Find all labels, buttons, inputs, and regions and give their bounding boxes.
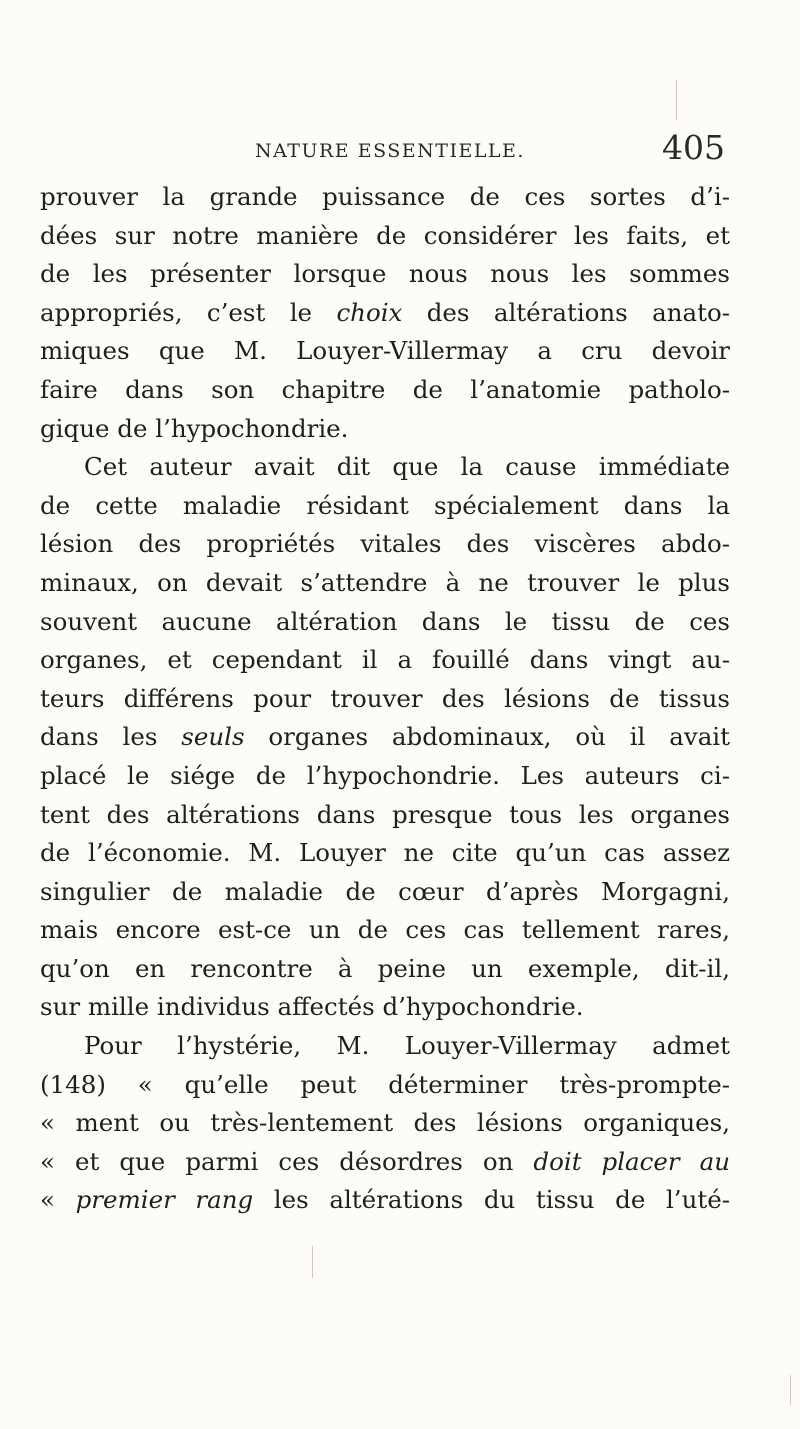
italic-text: choix [336, 297, 403, 327]
text-line [40, 371, 730, 410]
text-line [40, 1143, 730, 1182]
text-run: appropriés, c’est le [40, 297, 337, 327]
text-line [40, 718, 730, 757]
text-line [40, 217, 730, 256]
text-run: « et que parmi ces désordres on [40, 1146, 534, 1176]
text-run: placé le siége de l’hypochondrie. Les auteurs ci- [40, 760, 730, 790]
text-run: minaux, on devait s’attendre à ne trouver le plus [40, 567, 730, 597]
text-line [40, 255, 730, 294]
text-line [40, 410, 730, 449]
text-line [40, 1104, 730, 1143]
text-line [40, 757, 730, 796]
text-run: mais encore est-ce un de ces cas tellement rares, [40, 915, 730, 945]
text-run: souvent aucune altération dans le tissu de ces [40, 606, 730, 636]
text-line [40, 796, 730, 835]
text-line [40, 1066, 730, 1105]
text-run: miques que M. Louyer-Villermay a cru devoir [40, 336, 730, 366]
text-line [40, 834, 730, 873]
text-run: de l’économie. M. Louyer ne cite qu’un cas assez [40, 838, 730, 868]
text-run: des altérations anato- [402, 297, 730, 327]
text-run: organes, et cependant il a fouillé dans vingt au- [40, 645, 730, 675]
italic-text: doit placer au [533, 1146, 730, 1176]
text-run: qu’on en rencontre à peine un exemple, dit-il, [40, 953, 730, 983]
text-line [40, 680, 730, 719]
text-run: (148) « qu’elle peut déterminer très-prompte- [40, 1069, 730, 1099]
page-number: 405 [662, 128, 725, 167]
text-run: « [40, 1185, 76, 1215]
text-line [40, 988, 730, 1027]
running-head: NATURE ESSENTIELLE. [255, 140, 525, 162]
scan-mark [312, 1246, 313, 1278]
text-run: gique de l’hypochondrie. [40, 413, 349, 443]
text-line [40, 294, 730, 333]
text-line [40, 641, 730, 680]
text-run: tent des altérations dans presque tous les organes [40, 799, 730, 829]
scan-mark [790, 1375, 791, 1405]
text-line [40, 603, 730, 642]
italic-text: seuls [181, 722, 245, 752]
text-run: de les présenter lorsque nous nous les sommes [40, 259, 730, 289]
text-line [40, 525, 730, 564]
text-run: faire dans son chapitre de l’anatomie patholo- [40, 374, 730, 404]
text-line [40, 178, 730, 217]
body-text [40, 178, 730, 1220]
text-run: Cet auteur avait dit que la cause immédiate [84, 452, 730, 482]
text-line [40, 1181, 730, 1220]
text-run: teurs différens pour trouver des lésions de tissus [40, 683, 730, 713]
text-run: les altérations du tissu de l’uté- [253, 1185, 730, 1215]
text-line [40, 950, 730, 989]
text-line [40, 487, 730, 526]
text-run: sur mille individus affectés d’hypochondrie. [40, 992, 584, 1022]
italic-text: premier rang [75, 1185, 254, 1215]
text-line [40, 873, 730, 912]
text-run: prouver la grande puissance de ces sortes d’i- [40, 182, 730, 211]
text-line [40, 332, 730, 371]
text-line [40, 448, 730, 487]
text-line [40, 564, 730, 603]
text-run: singulier de maladie de cœur d’après Morgagni, [40, 876, 730, 906]
text-run: dans les [40, 722, 182, 752]
text-run: de cette maladie résidant spécialement dans la [40, 490, 730, 520]
text-run: organes abdominaux, où il avait [244, 722, 730, 752]
text-run: Pour l’hystérie, M. Louyer-Villermay admet [84, 1031, 730, 1061]
text-run: lésion des propriétés vitales des viscères abdo- [40, 529, 730, 559]
scan-mark [676, 80, 677, 120]
text-line [40, 911, 730, 950]
text-line [40, 1027, 730, 1066]
page-header [255, 128, 725, 178]
text-run: dées sur notre manière de considérer les faits, et [40, 220, 730, 250]
text-run: « ment ou très-lentement des lésions organiques, [40, 1108, 730, 1138]
